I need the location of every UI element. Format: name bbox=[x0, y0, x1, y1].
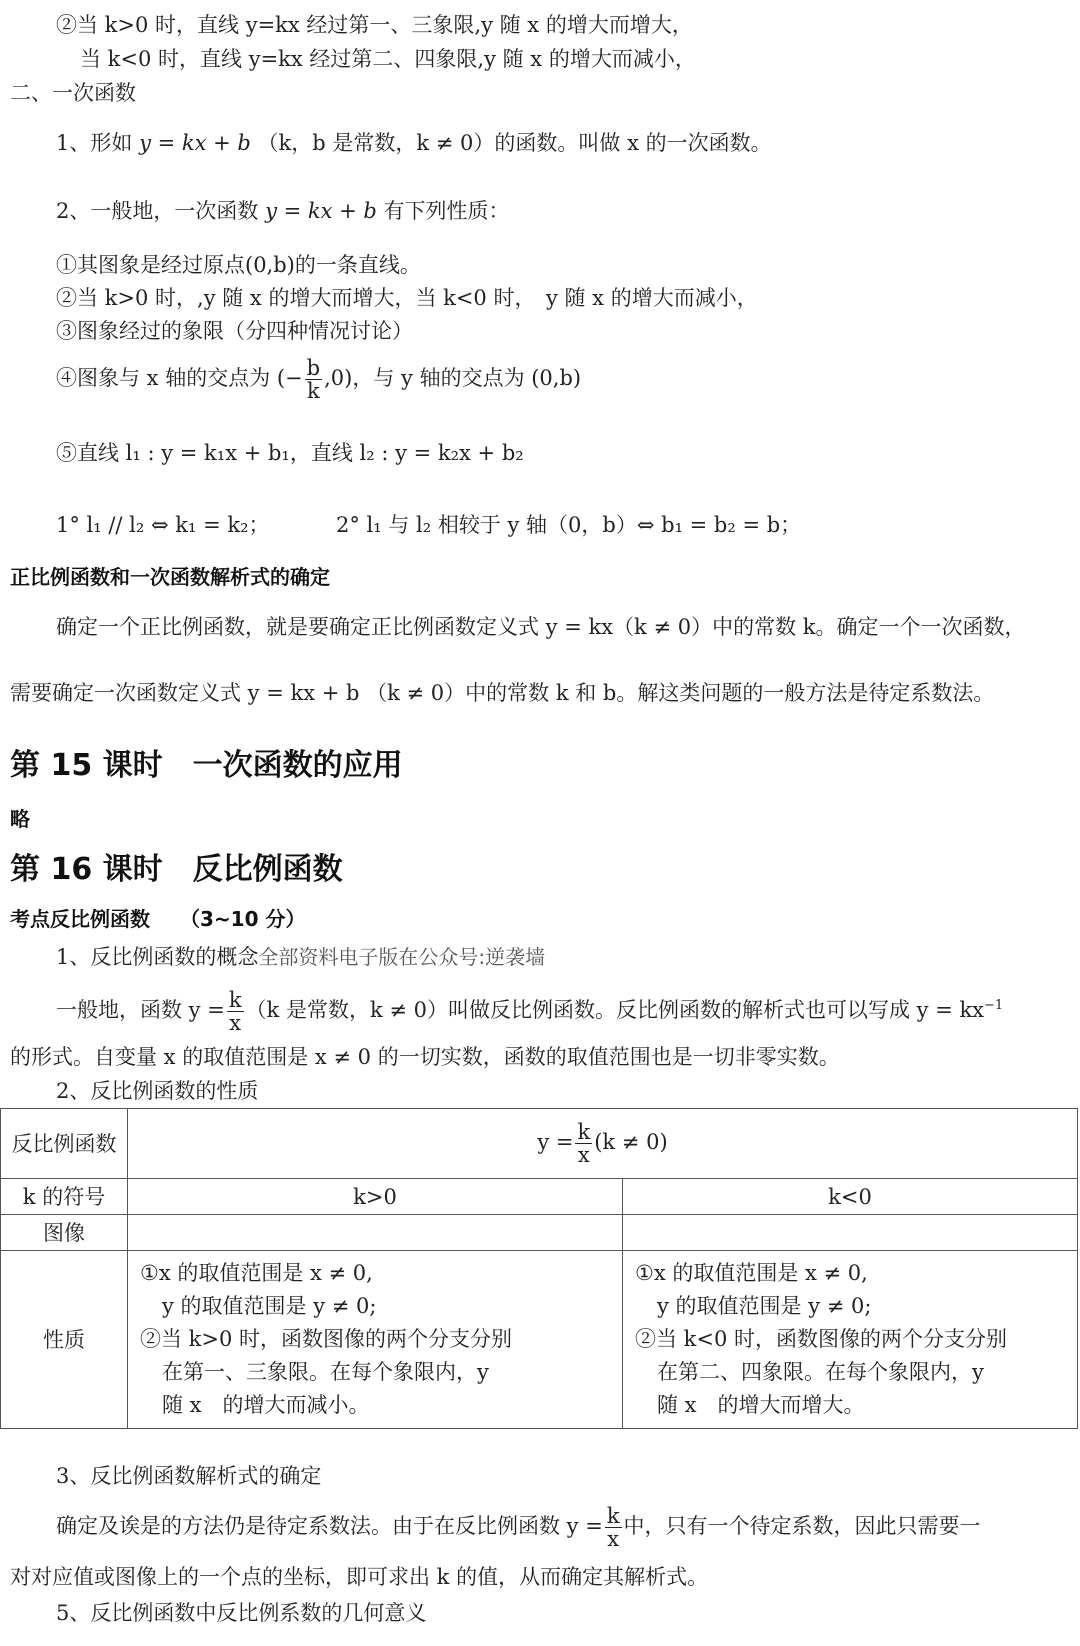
lesson-heading: 第 16 课时 反比例函数 bbox=[10, 852, 343, 887]
table-row-label: 图像 bbox=[1, 1215, 128, 1251]
fraction bbox=[227, 989, 244, 1034]
paragraph-line: 3、反比例函数解析式的确定 bbox=[56, 1464, 322, 1488]
paragraph-line: 当 k<0 时，直线 y=kx 经过第二、四象限,y 随 x 的增大而减小， bbox=[80, 47, 696, 71]
table-row-label: 反比例函数 bbox=[1, 1109, 128, 1179]
table-formula-cell bbox=[128, 1109, 1078, 1179]
paragraph-line: 对对应值或图像上的一个点的坐标，即可求出 k 的值，从而确定其解析式。 bbox=[10, 1565, 709, 1589]
denominator: k bbox=[307, 379, 320, 403]
numerator: k bbox=[606, 1504, 620, 1528]
property-item: ①其图象是经过原点(0,b)的一条直线。 bbox=[56, 253, 421, 277]
paragraph-line: 略 bbox=[10, 807, 30, 831]
paragraph-line: 2、反比例函数的性质 bbox=[56, 1079, 259, 1103]
table-cell: k<0 bbox=[623, 1179, 1078, 1215]
paragraph-line bbox=[56, 1502, 981, 1550]
text: ,0)，与 y 轴的交点为 (0,b) bbox=[324, 366, 582, 390]
exponent: −1 bbox=[984, 998, 1004, 1013]
text: 在第二、四象限。在每个象限内，y bbox=[657, 1360, 984, 1384]
paragraph-line: 需要确定一次函数定义式 y = kx + b （k ≠ 0）中的常数 k 和 b。解这类问题的一般方法是待定系数法。 bbox=[10, 681, 995, 705]
denominator: x bbox=[577, 1143, 590, 1167]
property-item: ③图象经过的象限（分四种情况讨论） bbox=[56, 319, 413, 343]
text: 随 x 的增大而增大。 bbox=[657, 1393, 865, 1417]
text: 中，只有一个待定系数，因此只需要一 bbox=[623, 1514, 981, 1538]
paragraph-line bbox=[56, 942, 545, 972]
paragraph-line bbox=[56, 982, 1003, 1034]
text: ②当 k<0 时，函数图像的两个分支分别 bbox=[635, 1327, 1008, 1351]
text: y = bbox=[537, 1130, 574, 1154]
property-item: ②当 k>0 时，,y 随 x 的增大而增大，当 k<0 时， y 随 x 的增大而减小， bbox=[56, 286, 758, 310]
text: 2、一般地，一次函数 bbox=[56, 199, 259, 223]
text: 有下列性质： bbox=[383, 199, 510, 223]
paragraph-line bbox=[56, 196, 510, 226]
table-cell-positive bbox=[128, 1251, 623, 1429]
fraction bbox=[575, 1121, 592, 1166]
properties-table bbox=[0, 1108, 1078, 1429]
numerator: b bbox=[306, 356, 321, 380]
paragraph-line: ②当 k>0 时，直线 y=kx 经过第一、三象限,y 随 x 的增大而增大， bbox=[56, 13, 693, 37]
text: （k，b 是常数，k ≠ 0）的函数。叫做 x 的一次函数。 bbox=[257, 131, 772, 155]
condition-2: 2° l₁ 与 l₂ 相较于 y 轴（0，b）⇔ b₁ = b₂ = b； bbox=[336, 513, 802, 537]
text: (k ≠ 0) bbox=[594, 1130, 668, 1154]
lesson-heading: 第 15 课时 一次函数的应用 bbox=[10, 748, 403, 783]
fraction bbox=[605, 1505, 622, 1550]
sub-heading: 考点反比例函数 （3~10 分） bbox=[10, 907, 306, 931]
condition-1: 1° l₁ // l₂ ⇔ k₁ = k₂； bbox=[56, 513, 270, 537]
table-row-label: k 的符号 bbox=[1, 1179, 128, 1215]
denominator: x bbox=[229, 1011, 242, 1035]
text: 随 x 的增大而减小。 bbox=[162, 1393, 370, 1417]
paragraph-line: 的形式。自变量 x 的取值范围是 x ≠ 0 的一切实数，函数的取值范围也是一切非零实数。 bbox=[10, 1045, 840, 1069]
numerator: k bbox=[577, 1120, 591, 1144]
table-cell bbox=[128, 1215, 623, 1251]
text: ①x 的取值范围是 x ≠ 0, bbox=[140, 1261, 373, 1285]
text: ④图象与 x 轴的交点为 (− bbox=[56, 366, 303, 390]
formula: y = kx + b bbox=[265, 199, 377, 223]
watermark-text: 全部资料电子版在公众号:逆袭墙 bbox=[258, 945, 546, 969]
property-item bbox=[56, 354, 581, 402]
table-cell: k>0 bbox=[128, 1179, 623, 1215]
text: y 的取值范围是 y ≠ 0; bbox=[657, 1294, 872, 1318]
formula: y = kx + b bbox=[139, 131, 251, 155]
table-cell-negative bbox=[623, 1251, 1078, 1429]
text: （k 是常数，k ≠ 0）叫做反比例函数。反比例函数的解析式也可以写成 y = kx bbox=[245, 998, 985, 1022]
text: ①x 的取值范围是 x ≠ 0, bbox=[635, 1261, 868, 1285]
section-heading: 二、一次函数 bbox=[10, 81, 136, 105]
text: ②当 k>0 时，函数图像的两个分支分别 bbox=[140, 1327, 513, 1351]
table-row-label: 性质 bbox=[1, 1251, 128, 1429]
paragraph-line: 确定一个正比例函数，就是要确定正比例函数定义式 y = kx（k ≠ 0）中的常数 k。确定一个一次函数， bbox=[56, 615, 1026, 639]
table-cell bbox=[623, 1215, 1078, 1251]
text: 1、反比例函数的概念 bbox=[56, 945, 259, 969]
definition-line bbox=[56, 128, 772, 158]
property-item: ⑤直线 l₁ : y = k₁x + b₁，直线 l₂ : y = k₂x + b₂ bbox=[56, 441, 524, 465]
text: 在第一、三象限。在每个象限内，y bbox=[162, 1360, 489, 1384]
text: 1、形如 bbox=[56, 131, 133, 155]
numerator: k bbox=[228, 988, 242, 1012]
fraction bbox=[305, 357, 322, 402]
text: 确定及诶是的方法仍是待定系数法。由于在反比例函数 y = bbox=[56, 1514, 603, 1538]
text: y 的取值范围是 y ≠ 0; bbox=[162, 1294, 377, 1318]
text: 一般地，函数 y = bbox=[56, 998, 225, 1022]
denominator: x bbox=[607, 1527, 620, 1551]
paragraph-line: 5、反比例函数中反比例系数的几何意义 bbox=[56, 1601, 427, 1625]
sub-heading: 正比例函数和一次函数解析式的确定 bbox=[10, 565, 330, 589]
